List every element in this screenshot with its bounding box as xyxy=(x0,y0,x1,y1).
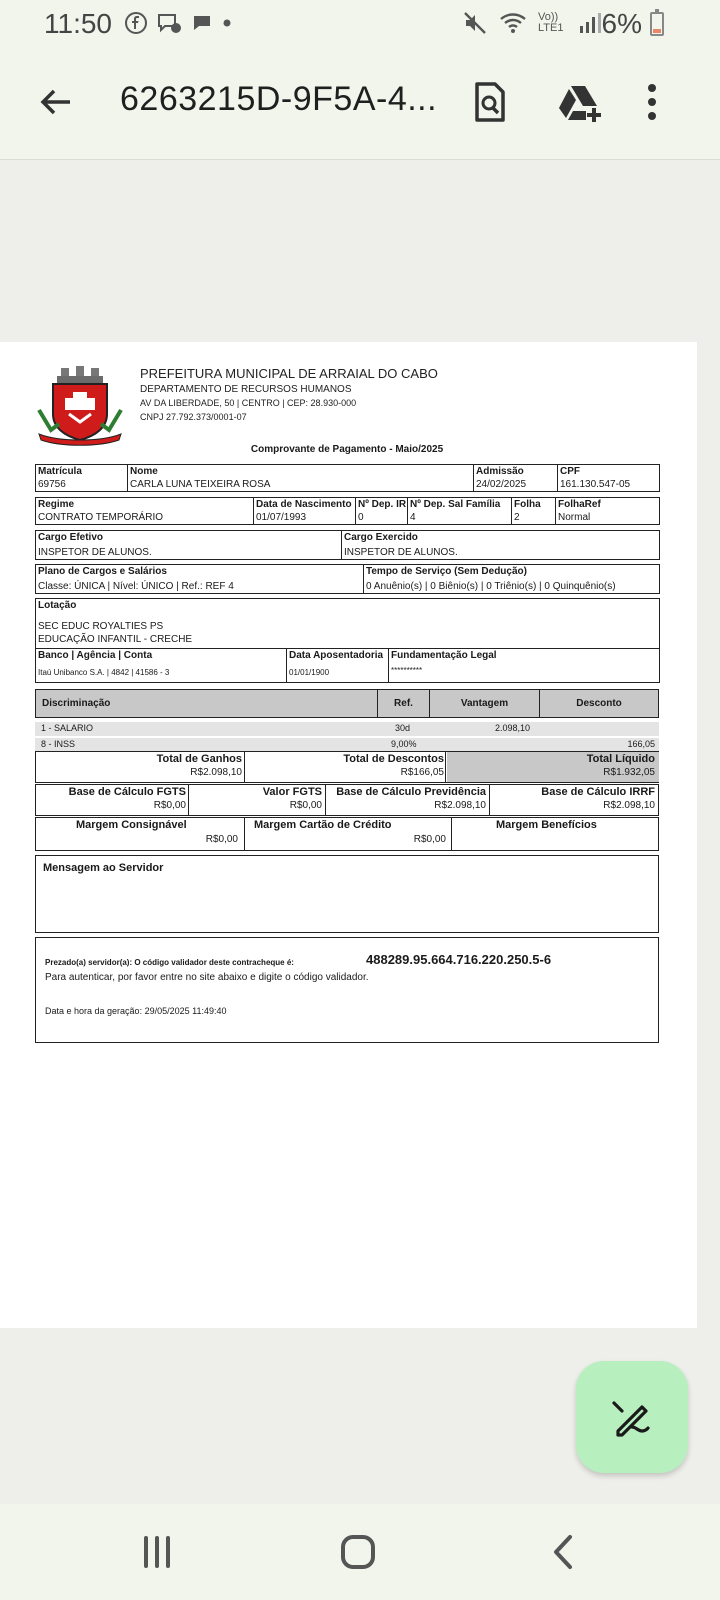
item-ref: 9,00% xyxy=(391,739,417,749)
banco-label: Banco | Agência | Conta xyxy=(38,650,153,661)
cargo-efetivo-cell xyxy=(36,531,342,560)
cpf-cell xyxy=(558,465,660,492)
back-arrow-icon[interactable] xyxy=(36,82,76,122)
system-icons xyxy=(462,10,602,36)
lotacao-table xyxy=(35,598,660,649)
doc-title: Comprovante de Pagamento - Maio/2025 xyxy=(250,444,444,455)
battery-icon xyxy=(650,12,664,36)
nascimento-cell xyxy=(254,498,356,525)
edit-pen-icon xyxy=(610,1395,654,1439)
base-irrf-label: Base de Cálculo IRRF xyxy=(541,786,655,798)
folharef-value: Normal xyxy=(558,512,591,523)
cnpj: CNPJ 27.792.373/0001-07 xyxy=(140,412,247,422)
cargo-table xyxy=(35,530,660,560)
banco-value: Itaú Unibanco S.A. | 4842 | 41586 - 3 xyxy=(38,668,170,677)
item-desconto: 166,05 xyxy=(627,739,655,749)
document-title: 6263215D-9F5A-4... xyxy=(120,80,438,118)
mensagem-label: Mensagem ao Servidor xyxy=(43,862,164,874)
aposentadoria-value: 01/01/1900 xyxy=(289,668,330,677)
signal-icon xyxy=(578,11,602,35)
nome-value: CARLA LUNA TEIXEIRA ROSA xyxy=(130,479,271,490)
aposentadoria-label: Data Aposentadoria xyxy=(289,650,384,661)
nascimento-label: Data de Nascimento xyxy=(256,499,352,510)
employee-id-table xyxy=(35,464,660,492)
matricula-value: 69756 xyxy=(38,479,66,490)
matricula-label: Matrícula xyxy=(38,466,82,477)
more-vert-icon[interactable] xyxy=(640,78,664,126)
regime-label: Regime xyxy=(38,499,75,510)
item-vantagem: 2.098,10 xyxy=(495,723,531,733)
folha-label: Folha xyxy=(514,499,541,510)
cargo-exercido-cell xyxy=(342,531,660,560)
dep-sal-label: Nº Dep. Sal Família xyxy=(410,499,501,510)
regime-value: CONTRATO TEMPORÁRIO xyxy=(38,512,164,523)
notification-icons xyxy=(124,11,232,35)
admissao-label: Admissão xyxy=(476,466,524,477)
fundamentacao-label: Fundamentação Legal xyxy=(391,650,497,661)
lotacao-label: Lotação xyxy=(38,600,77,611)
cargo-exercido-value: INSPETOR DE ALUNOS. xyxy=(344,547,458,558)
lotacao-cell xyxy=(36,599,660,649)
validador-label: Prezado(a) servidor(a): O código validador deste contracheque é: xyxy=(45,958,294,967)
regime-cell xyxy=(36,498,254,525)
lotacao-line-2: EDUCAÇÃO INFANTIL - CRECHE xyxy=(38,634,193,645)
folha-cell xyxy=(512,498,556,525)
folharef-label: FolhaRef xyxy=(558,499,601,510)
margem-consig-label: Margem Consignável xyxy=(76,819,187,831)
admissao-cell xyxy=(474,465,558,492)
dep-ir-value: 0 xyxy=(358,512,364,523)
margem-consig-value: R$0,00 xyxy=(205,834,238,845)
dep-sal-value: 4 xyxy=(410,512,416,523)
mute-icon xyxy=(462,10,488,36)
tempo-cell xyxy=(364,565,660,594)
battery-percent: 6% xyxy=(601,8,642,39)
search-doc-icon[interactable] xyxy=(466,78,514,126)
base-prev-value: R$2.098,10 xyxy=(434,800,486,811)
total-ganhos-value: R$2.098,10 xyxy=(190,767,242,778)
nome-cell xyxy=(128,465,474,492)
margens-box xyxy=(35,817,659,851)
validador-box xyxy=(35,937,659,1043)
edit-fab-button[interactable] xyxy=(576,1361,688,1473)
col-discriminacao: Discriminação xyxy=(36,690,378,717)
item-desc: 1 - SALARIO xyxy=(41,723,94,733)
drive-add-icon[interactable] xyxy=(556,78,604,126)
item-row xyxy=(35,738,659,752)
plano-value: Classe: ÚNICA | Nível: ÚNICO | Ref.: REF 4 xyxy=(38,581,234,592)
valor-fgts-value: R$0,00 xyxy=(289,800,322,811)
valor-fgts-label: Valor FGTS xyxy=(262,786,322,798)
chat-icon xyxy=(190,11,214,35)
wifi-icon xyxy=(498,10,528,36)
folha-value: 2 xyxy=(514,512,520,523)
org-name: PREFEITURA MUNICIPAL DE ARRAIAL DO CABO xyxy=(140,366,438,381)
cargo-exercido-label: Cargo Exercido xyxy=(344,532,418,543)
app-bar xyxy=(0,48,720,160)
tempo-value: 0 Anuênio(s) | 0 Biênio(s) | 0 Triênio(s) | 0 Quinquênio(s) xyxy=(366,581,616,592)
coat-of-arms-logo xyxy=(35,364,125,446)
banco-table xyxy=(35,648,660,683)
total-descontos-value: R$166,05 xyxy=(400,767,444,778)
margem-cartao-value: R$0,00 xyxy=(413,834,446,845)
network-type: Vo)) LTE1 xyxy=(538,11,564,34)
aposentadoria-cell xyxy=(287,649,389,683)
status-bar xyxy=(0,0,720,48)
margem-cartao-label: Margem Cartão de Crédito xyxy=(254,819,392,831)
regime-table xyxy=(35,497,660,525)
navigation-bar xyxy=(0,1504,720,1600)
total-liquido-value: R$1.932,05 xyxy=(603,767,655,778)
validador-code: 488289.95.664.716.220.250.5-6 xyxy=(366,952,552,967)
item-row xyxy=(35,722,659,736)
item-desc: 8 - INSS xyxy=(41,739,76,749)
home-icon[interactable] xyxy=(340,1534,376,1570)
nome-label: Nome xyxy=(130,466,158,477)
department: DEPARTAMENTO DE RECURSOS HUMANOS xyxy=(140,384,352,395)
totals-box xyxy=(35,751,659,783)
cargo-efetivo-value: INSPETOR DE ALUNOS. xyxy=(38,547,152,558)
plano-table xyxy=(35,564,660,594)
fundamentacao-value: ********** xyxy=(391,666,423,675)
plano-label: Plano de Cargos e Salários xyxy=(38,566,167,577)
autenticar-text: Para autenticar, por favor entre no site abaixo e digite o código validador. xyxy=(45,972,369,983)
tempo-label: Tempo de Serviço (Sem Dedução) xyxy=(366,566,527,577)
plano-cell xyxy=(36,565,364,594)
col-vantagem: Vantagem xyxy=(430,690,540,717)
doc-header xyxy=(140,366,438,422)
base-irrf-value: R$2.098,10 xyxy=(603,800,655,811)
bases-box xyxy=(35,784,659,816)
status-time: 11:50 xyxy=(44,8,112,39)
admissao-value: 24/02/2025 xyxy=(476,479,527,490)
base-fgts-label: Base de Cálculo FGTS xyxy=(68,786,186,798)
nascimento-value: 01/07/1993 xyxy=(256,512,307,523)
geracao-text: Data e hora da geração: 29/05/2025 11:49:40 xyxy=(45,1006,227,1016)
base-fgts-value: R$0,00 xyxy=(153,800,186,811)
dep-sal-cell xyxy=(408,498,512,525)
banco-cell xyxy=(36,649,287,683)
item-ref: 30d xyxy=(395,723,411,733)
cpf-value: 161.130.547-05 xyxy=(560,479,631,490)
address: AV DA LIBERDADE, 50 | CENTRO | CEP: 28.930-000 xyxy=(140,398,357,408)
recents-icon[interactable] xyxy=(140,1534,176,1570)
col-desconto: Desconto xyxy=(576,698,622,709)
document-page xyxy=(0,342,697,1328)
lotacao-line-1: SEC EDUC ROYALTIES PS xyxy=(38,621,164,632)
cargo-efetivo-label: Cargo Efetivo xyxy=(38,532,104,543)
dep-ir-cell xyxy=(356,498,408,525)
fundamentacao-cell xyxy=(389,649,660,683)
total-ganhos-label: Total de Ganhos xyxy=(156,753,242,765)
folharef-cell xyxy=(556,498,660,525)
total-descontos-label: Total de Descontos xyxy=(343,753,444,765)
base-prev-label: Base de Cálculo Previdência xyxy=(336,786,486,798)
matricula-cell xyxy=(36,465,128,492)
total-liquido-label: Total Líquido xyxy=(586,753,655,765)
cpf-label: CPF xyxy=(560,466,580,477)
facebook-icon xyxy=(124,11,148,35)
margem-benef-label: Margem Benefícios xyxy=(496,819,597,831)
mensagem-box xyxy=(35,855,659,933)
back-nav-icon[interactable] xyxy=(546,1534,582,1570)
col-ref: Ref. xyxy=(378,690,430,717)
dep-ir-label: Nº Dep. IR xyxy=(358,499,407,510)
messenger-icon xyxy=(156,11,182,35)
dot-icon xyxy=(222,11,232,35)
items-header xyxy=(35,689,659,718)
